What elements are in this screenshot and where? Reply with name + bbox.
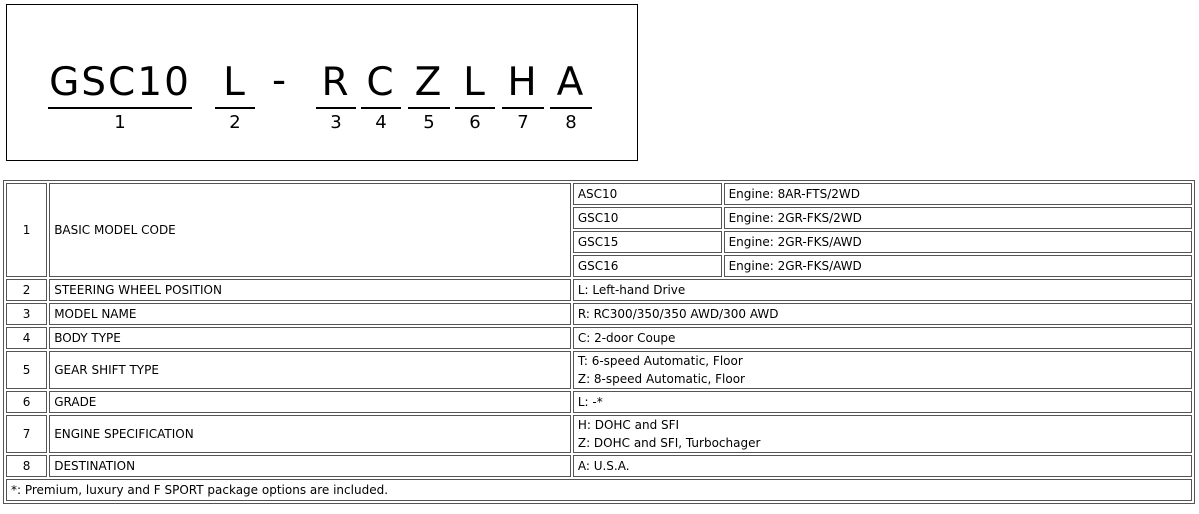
row-item: GRADE: [49, 391, 571, 413]
underline: [215, 107, 255, 109]
row-number: 7: [6, 415, 47, 453]
model-code-diagram: [6, 4, 638, 161]
code-text: R: [321, 60, 351, 105]
row-value: [573, 391, 1192, 413]
row-item: BASIC MODEL CODE: [49, 183, 571, 277]
row-number: 2: [6, 279, 47, 301]
code-index: 7: [517, 112, 529, 133]
value-line: A: U.S.A.: [577, 459, 630, 473]
code-text: H: [507, 60, 539, 105]
code-segment-5: [408, 60, 450, 135]
code-text: L: [223, 60, 247, 105]
table-row: [6, 415, 1192, 453]
row-value: [573, 351, 1192, 389]
underline: [550, 107, 592, 109]
code-index: 4: [375, 112, 387, 133]
row-item: BODY TYPE: [49, 327, 571, 349]
row-number: 4: [6, 327, 47, 349]
code-index: 6: [469, 112, 481, 133]
code-text: Z: [414, 60, 444, 105]
table-row: [6, 391, 1192, 413]
sub-code: GSC10: [573, 207, 722, 229]
underline: [408, 107, 450, 109]
row-item: ENGINE SPECIFICATION: [49, 415, 571, 453]
sub-code: GSC16: [573, 255, 722, 277]
code-index: 1: [114, 112, 126, 133]
row-item: STEERING WHEEL POSITION: [49, 279, 571, 301]
row-number: 1: [6, 183, 47, 277]
underline: [361, 107, 401, 109]
code-index: 5: [423, 112, 435, 133]
value-line: R: RC300/350/350 AWD/300 AWD: [577, 307, 779, 321]
sub-desc: Engine: 2GR-FKS/2WD: [724, 207, 1192, 229]
row-number: 8: [6, 455, 47, 477]
row-item: DESTINATION: [49, 455, 571, 477]
underline: [316, 107, 356, 109]
table-row: [6, 455, 1192, 477]
value-line: T: 6-speed Automatic, Floor: [577, 354, 743, 368]
row-value: [573, 327, 1192, 349]
table-row: [6, 183, 1192, 205]
underline: [455, 107, 495, 109]
code-segment-8: [550, 60, 592, 135]
row-number: 3: [6, 303, 47, 325]
table-row: [6, 279, 1192, 301]
row-number: 5: [6, 351, 47, 389]
value-line: Z: DOHC and SFI, Turbochager: [577, 436, 761, 450]
sub-code: ASC10: [573, 183, 722, 205]
row-value: [573, 279, 1192, 301]
value-line: L: -*: [577, 395, 603, 409]
row-item: GEAR SHIFT TYPE: [49, 351, 571, 389]
code-index: 3: [330, 112, 342, 133]
row-value: [573, 455, 1192, 477]
code-segment-6: [455, 60, 495, 135]
code-segment-3: [316, 60, 356, 135]
sub-desc: Engine: 8AR-FTS/2WD: [724, 183, 1192, 205]
code-segment-2: [215, 60, 255, 135]
sub-desc: Engine: 2GR-FKS/AWD: [724, 255, 1192, 277]
row-value: [573, 415, 1192, 453]
code-segment-4: [361, 60, 401, 135]
code-text: C: [366, 60, 396, 105]
code-segment-1: [48, 60, 192, 135]
table-row: [6, 327, 1192, 349]
code-text: L: [463, 60, 487, 105]
code-segment-7: [502, 60, 544, 135]
underline: [502, 107, 544, 109]
footnote: *: Premium, luxury and F SPORT package options are included.: [6, 479, 1192, 501]
value-line: C: 2-door Coupe: [577, 331, 676, 345]
code-text: A: [556, 60, 586, 105]
table-row: [6, 303, 1192, 325]
value-line: Z: 8-speed Automatic, Floor: [577, 372, 745, 386]
code-index: 2: [229, 112, 241, 133]
code-dash: -: [272, 58, 287, 103]
value-line: L: Left-hand Drive: [577, 283, 686, 297]
code-text: GSC10: [49, 60, 191, 105]
code-index: 8: [565, 112, 577, 133]
row-item: MODEL NAME: [49, 303, 571, 325]
model-code-table: [3, 180, 1195, 504]
underline: [48, 107, 192, 109]
row-number: 6: [6, 391, 47, 413]
sub-code: GSC15: [573, 231, 722, 253]
sub-desc: Engine: 2GR-FKS/AWD: [724, 231, 1192, 253]
table-row: [6, 479, 1192, 501]
table-row: [6, 351, 1192, 389]
value-line: H: DOHC and SFI: [577, 418, 680, 432]
row-value: [573, 303, 1192, 325]
